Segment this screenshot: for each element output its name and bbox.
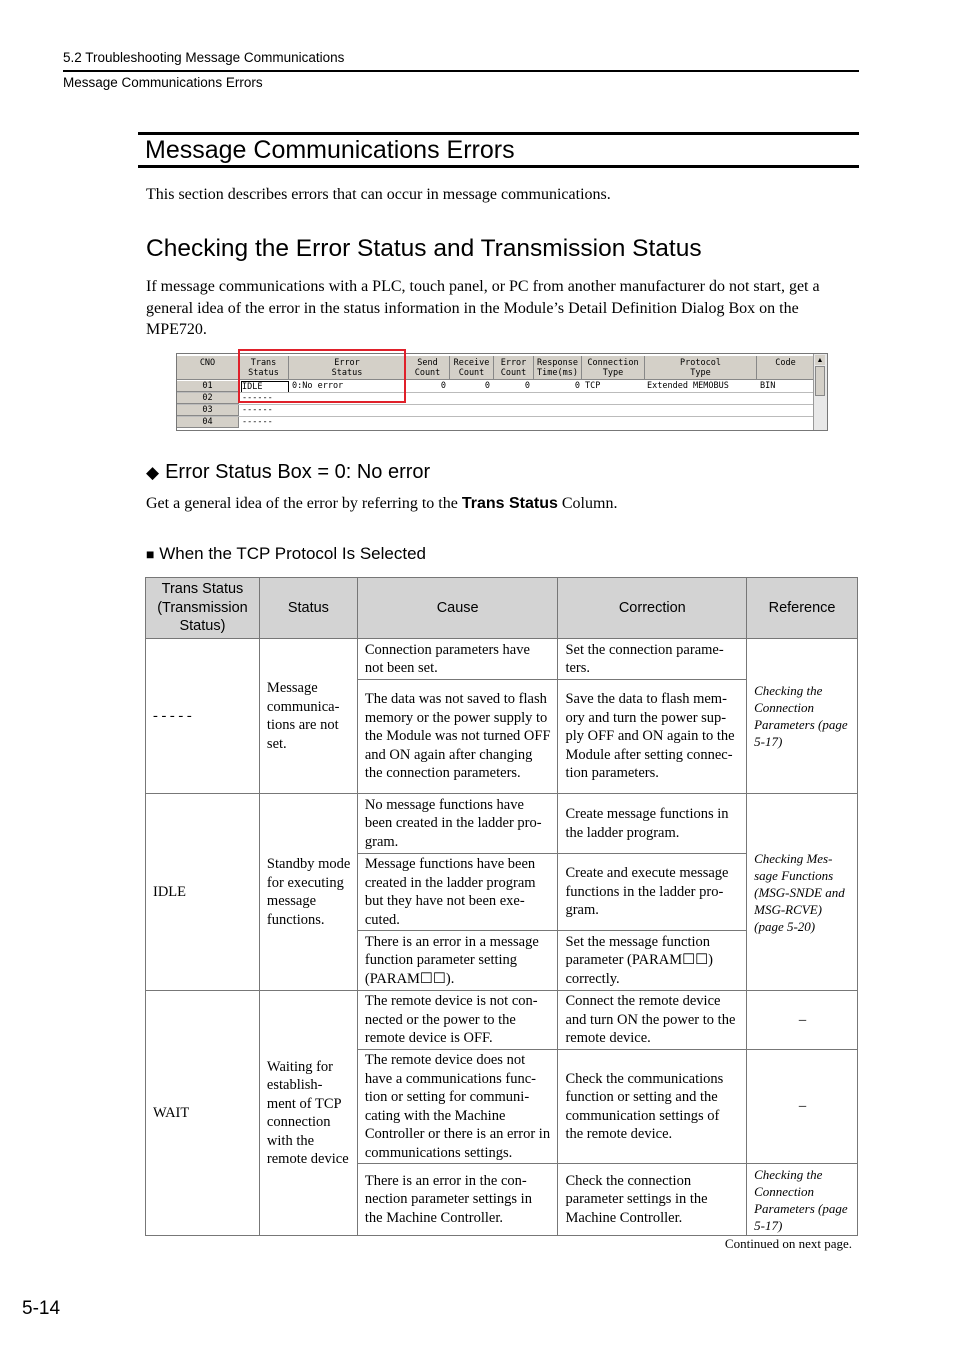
grid-line [177,404,815,405]
correction-cell: Check the connection parameter settings in the Machine Controller. [558,1164,747,1236]
table-header-row [146,578,858,639]
cause-cell: The remote device does not have a communications func-tion or setting for communi-cating with the Machine Controller or there is an error in communications settings. [357,1050,558,1164]
continued-note: Continued on next page. [724,1236,852,1251]
trans-status-cell: IDLE [146,794,260,991]
cell-trans-04: ------ [242,417,273,427]
row-header-03: 03 [177,405,239,416]
trans-status-cell: WAIT [146,991,260,1236]
subheading-text: Error Status Box = 0: No error [165,461,431,483]
th-cause: Cause [357,578,558,639]
square-bullet-icon: ■ [146,546,155,562]
scroll-up-arrow-icon[interactable]: ▲ [816,356,824,364]
table-row [146,639,858,680]
cause-cell: The data was not saved to flash memory or the power supply to the Module was not turned OFF and ON again after changing the connection parameters. [357,680,558,794]
grid-line [177,416,815,417]
diamond-bullet-icon: ◆ [146,463,160,482]
cell-proto-01: Extended MEMOBUS [647,381,729,391]
cell-trans-01: IDLE [241,381,289,393]
page-title-box [138,132,859,168]
correction-cell: Set the connection parame-ters. [558,639,747,680]
cell-conn-01: TCP [585,381,601,391]
cause-cell: No message functions have been created in the ladder pro-gram. [357,794,558,854]
col-header-receive-count: Receive Count [450,356,494,380]
th-status: Status [259,578,357,639]
cell-code-01: BIN [760,381,776,391]
reference-cell: – [747,991,858,1050]
cell-recv-01: 0 [484,381,490,391]
cause-cell: There is an error in a message function parameter setting (PARAM☐☐). [357,931,558,991]
reference-cell: Checking the Connection Parameters (page 5-17) [747,639,858,794]
header-rule [63,70,859,72]
cell-errc-01: 0 [524,381,530,391]
running-header-section: 5.2 Troubleshooting Message Communications [63,50,345,65]
th-trans-status: Trans Status (Transmission Status) [146,578,260,639]
th-correction: Correction [558,578,747,639]
cell-send-01: 0 [440,381,446,391]
reference-cell: – [747,1050,858,1164]
status-cell: Waiting for establish-ment of TCP connection with the remote device [259,991,357,1236]
tcp-heading [146,544,426,564]
col-header-send-count: Send Count [406,356,450,380]
tcp-heading-text: When the TCP Protocol Is Selected [159,544,426,563]
intro-paragraph: This section describes errors that can occur in message communications. [146,186,611,203]
col-header-response-time: Response Time(ms) [534,356,582,380]
section-heading: Checking the Error Status and Transmission Status [146,235,702,262]
body-paragraph: If message communications with a PLC, touch panel, or PC from another manufacturer do not start, get a general idea of the error in the status information in the Module’s Detail Definition Dialog Box on the MPE720. [146,278,820,338]
p2-text-before: Get a general idea of the error by referring to the [146,495,462,512]
highlight-box [238,349,406,403]
cause-cell: Message functions have been created in the ladder program but they have not been exe-cuted. [357,854,558,931]
p2-bold-term: Trans Status [461,495,558,512]
th-reference: Reference [747,578,858,639]
col-header-cno: CNO [177,356,239,380]
correction-cell: Check the communications function or setting and the communication settings of the remote device. [558,1050,747,1164]
row-header-02: 02 [177,393,239,404]
col-header-trans-status: Trans Status [239,356,289,380]
cell-resp-01: 0 [574,381,580,391]
status-cell: Standby mode for executing message functions. [259,794,357,991]
correction-cell: Connect the remote device and turn ON the power to the remote device. [558,991,747,1050]
scroll-thumb[interactable] [815,366,825,396]
page-number: 5-14 [22,1298,61,1319]
status-cell: Message communica-tions are not set. [259,639,357,794]
cause-cell: There is an error in the con-nection parameter settings in the Machine Controller. [357,1164,558,1236]
col-header-connection-type: Connection Type [582,356,645,380]
col-header-error-count: Error Count [494,356,534,380]
reference-cell: Checking Mes-sage Functions (MSG-SNDE and MSG-RCVE) (page 5-20) [747,794,858,991]
trans-status-cell: - - - - - [146,639,260,794]
cause-cell: Connection parameters have not been set. [357,639,558,680]
page-title: Message Communications Errors [145,136,515,164]
p2-text-after: Column. [557,495,618,512]
subheading-error-status [146,461,430,484]
col-header-protocol-type: Protocol Type [645,356,757,380]
cell-trans-03: ------ [242,405,273,415]
col-header-error-status: Error Status [289,356,406,380]
reference-cell: Checking the Connection Parameters (page 5-17) [747,1164,858,1236]
correction-cell: Set the message function parameter (PARAM☐☐) correctly. [558,931,747,991]
row-header-01: 01 [177,381,239,392]
table-row [146,794,858,854]
row-header-04: 04 [177,417,239,428]
correction-cell: Save the data to flash mem-ory and turn the power sup-ply OFF and ON again to the Module after setting connec-tion parameters. [558,680,747,794]
tcp-error-table [145,577,858,1236]
col-header-code: Code [757,356,815,380]
running-header-subsection: Message Communications Errors [63,75,263,90]
correction-cell: Create message functions in the ladder program. [558,794,747,854]
correction-cell: Create and execute message functions in the ladder pro-gram. [558,854,747,931]
table-row [146,991,858,1050]
trans-status-paragraph [146,495,617,513]
cell-trans-02: ------ [242,393,273,403]
cause-cell: The remote device is not con-nected or the power to the remote device is OFF. [357,991,558,1050]
vertical-scrollbar[interactable] [813,354,827,430]
cell-error-01: 0:No error [292,381,344,391]
